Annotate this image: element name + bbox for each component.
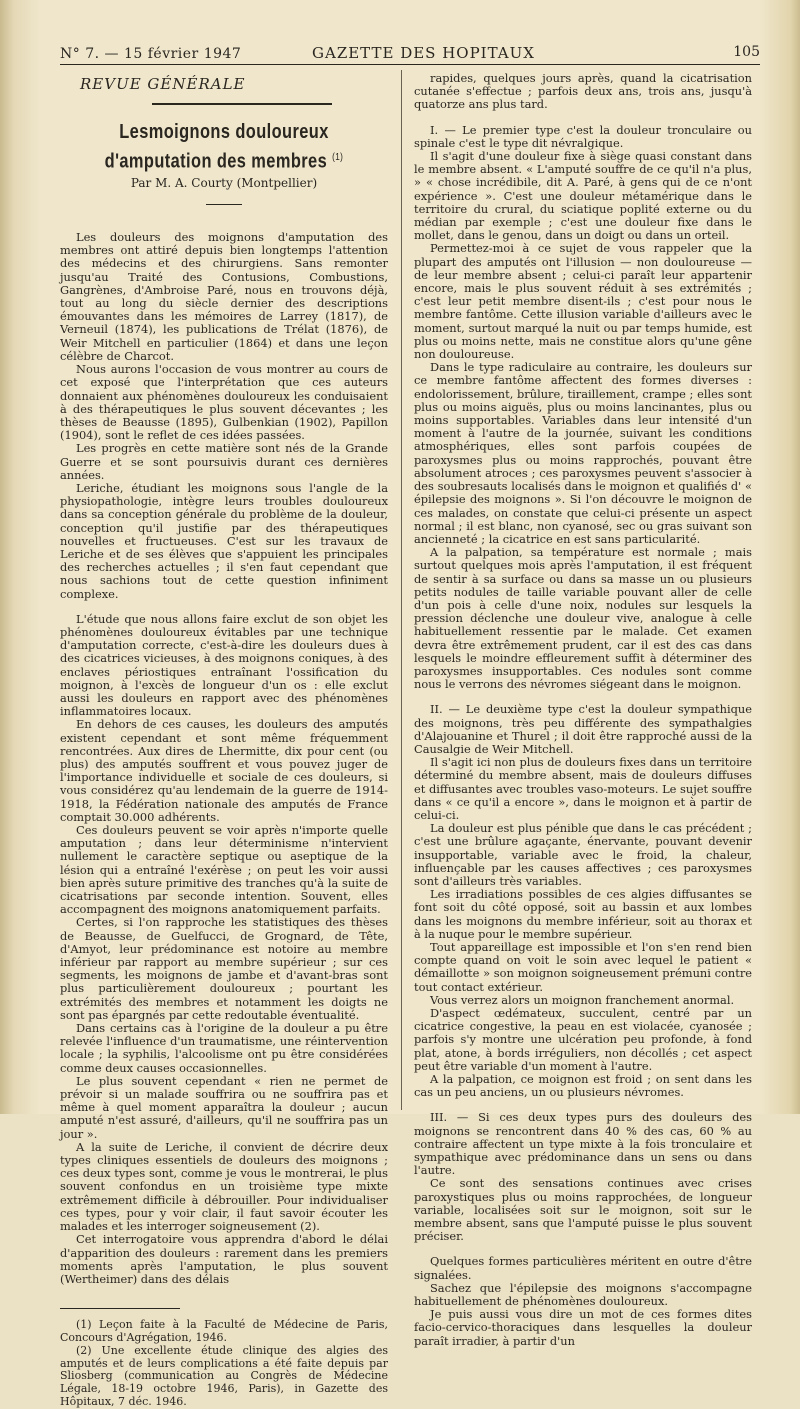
paragraph: A la palpation, sa température est normale ; mais surtout quelques mois après l'amputation, il est fréquent de sentir à sa surface ou dans sa masse un ou plusieurs petits nodules de taille variable pouvant aller de celle d'un pois à celle d'une noix, nodules sur lesquels la pression déclenche une douleur vive, analogue à celle habituellement ressentie par le malade. Cet examen devra être extrêmement prudent, car il est des cas dans lesquels le moindre effleurement suffit à déterminer des paroxysmes insupportables. Ces nodules sont comme nous le verrons des névromes siégeant dans le moignon. [414, 545, 752, 692]
paragraph: A la palpation, ce moignon est froid ; on sent dans les cas un peu anciens, un ou plusieurs névromes. [414, 1072, 752, 1100]
paragraph: La douleur est plus pénible que dans le cas précédent ; c'est une brûlure agaçante, énervante, pouvant devenir insupportable, variable avec le froid, la chaleur, influençable par les causes affectives ; ces paroxysmes sont d'ailleurs très variables. [414, 821, 752, 888]
paragraph: Permettez-moi à ce sujet de vous rappeler que la plupart des amputés ont l'illusion — non douloureuse — de leur membre absent ; celui-ci paraît leur appartenir encore, mais le plus souvent réduit à ses extrémités ; c'est leur petit membre disent-ils ; c'est pour nous le membre fantôme. Cette illusion variable d'ailleurs avec le moment, surtout marqué la nuit ou par temps humide, est plus ou moins nette, mais ne constitue alors qu'une gêne non douloureuse. [414, 241, 752, 362]
subsection-heading: I. — Le premier type c'est la douleur tronculaire ou spinale c'est le type dit névralgique. [414, 122, 752, 150]
paragraph: Vous verrez alors un moignon franchement anormal. [430, 992, 735, 1007]
paragraph: D'aspect œdémateux, succulent, centré par un cicatrice congestive, la peau en est violacée, cyanosée ; parfois s'y montre une ulcération peu profonde, à fond plat, atone, à bords irréguliers, non décollés ; cet aspect peut être variable d'un moment à l'autre. [414, 1006, 752, 1073]
paragraph: Je puis aussi vous dire un mot de ces formes dites facio-cervico-thoraciques dans lesquelles la douleur paraît irradier, à partir d'un [414, 1307, 752, 1348]
subsection-heading: III. — Si ces deux types purs des douleurs des moignons se rencontrent dans 40 % des cas, 60 % au contraire affectent un type mixte à la fois tronculaire et sympathique avec prédominance dans un sens ou dans l'autre. [414, 1110, 752, 1178]
paragraph: Les douleurs des moignons d'amputation des membres ont attiré depuis bien longtemps l'attention des médecins et des chirurgiens. Sans remonter jusqu'au Traité des Contusions, Combustions, Gangrènes, d'Ambroise Paré, nous en trouvons déjà, tout au long du siècle dernier des descriptions émouvantes dans les mémoires de Larrey (1817), de Verneuil (1874), les publications de Trélat (1876), de Weir Mitchell en particulier (1864) et dans une leçon célèbre de Charcot. [60, 230, 388, 363]
footnote: (2) Une excellente étude clinique des algies des amputés et de leurs complications a été faite depuis par Sliosberg (communication au Congrès de Médecine Légale, 18-19 octobre 1946, Paris), in Gazette des Hôpitaux, 7 déc. 1946. [60, 1343, 388, 1408]
footnotes [60, 1319, 388, 1409]
paragraph: Les progrès en cette matière sont nés de la Grande Guerre et se sont poursuivis durant ces dernières années. [60, 441, 388, 482]
paragraph: Leriche, étudiant les moignons sous l'angle de la physiopathologie, intègre leurs troubles douloureux dans sa conception générale du problème de la douleur, conception qu'il justifie par des thérapeutiques nouvelles et fructueuses. C'est sur les travaux de Leriche et de ses élèves que s'appuient les principales des recherches actuelles ; il s'en faut cependant que nous sachions tout de cette question infiniment complexe. [60, 480, 388, 601]
running-header [60, 42, 760, 66]
article-title-line-2 [90, 145, 359, 175]
paragraph: En dehors de ces causes, les douleurs des amputés existent cependant et sont même fréquemment rencontrées. Aux dires de Lhermitte, dix pour cent (ou plus) des amputés souffrent et vous pouvez juger de l'importance individuelle et sociale de ces douleurs, si vous considérez qu'au lendemain de la guerre de 1914-1918, la Fédération nationale des amputés de France comptait 30.000 adhérents. [60, 717, 388, 824]
page-number: 105 [733, 44, 760, 60]
article-title-line-2-text: d'amputation des membres [104, 150, 328, 173]
paragraph: Le plus souvent cependant « rien ne permet de prévoir si un malade souffrira ou ne souffrira pas et même à quel moment apparaîtra la douleur ; aucun amputé n'est assuré, d'ailleurs, qu'il ne souffrira pas un jour ». [60, 1073, 388, 1141]
issue-date: N° 7. — 15 février 1947 [60, 46, 242, 62]
left-column [60, 72, 388, 1409]
paragraph: Il s'agit ici non plus de douleurs fixes dans un territoire déterminé du membre absent, mais de douleurs diffuses et diffusantes avec troubles vaso-moteurs. Le sujet souffre dans « ce qu'il a encore », dans le moignon et à partir de celui-ci. [414, 755, 752, 822]
title-footnote-marker: (1) [332, 152, 344, 164]
paragraph: rapides, quelques jours après, quand la cicatrisation cutanée s'effectue ; parfois deux ans, trois ans, jusqu'à quatorze ans plus tard. [414, 71, 752, 112]
section-title: REVUE GÉNÉRALE [80, 75, 246, 93]
paragraph: A la suite de Leriche, il convient de décrire deux types cliniques essentiels de douleurs des moignons ; ces deux types sont, comme je vous le montrerai, le plus souvent confondus en un troisième type mixte extrêmement difficile à débrouiller. Pour individualiser ces types, pour y voir clair, il faut savoir écouter les malades et les interroger soigneusement (2). [60, 1139, 388, 1234]
paragraph: Ce sont des sensations continues avec crises paroxystiques plus ou moins rapprochées, de longueur variable, localisées soit sur le moignon, soit sur le membre absent, sans que l'amputé puisse le plus souvent préciser. [414, 1176, 752, 1244]
paragraph: Les irradiations possibles de ces algies diffusantes se font soit du côté opposé, soit au bassin et aux lombes dans les moignons du membre inférieur, soit au thorax et à la nuque pour le membre supérieur. [414, 887, 752, 941]
paragraph: Sachez que l'épilepsie des moignons s'accompagne habituellement de phénomènes douloureux. [414, 1280, 752, 1309]
paragraph: Nous aurons l'occasion de vous montrer au cours de cet exposé que l'interprétation que ces auteurs donnaient aux phénomènes douloureux les conduisaient à des thérapeutiques le plus souvent décevantes ; les thèses de Beausse (1895), Gulbenkian (1902), Papillon (1904), sont le reflet de ces idées passées. [60, 362, 388, 443]
header-rule [60, 64, 760, 65]
paragraph: Ces douleurs peuvent se voir après n'importe quelle amputation ; dans leur déterminisme n'intervient nullement le caractère septique ou aseptique de la lésion qui a entraîné l'exérèse ; on peut les voir aussi bien après suture primitive des tranches qu'à la suite de cicatrisations par seconde intention. Souvent, elles accompagnent des moignons anatomiquement parfaits. [60, 823, 388, 917]
paragraph: Il s'agit d'une douleur fixe à siège quasi constant dans le membre absent. « L'amputé souffre de ce qu'il n'a plus, » « chose incrédibile, dit A. Paré, à gens qui de ce n'ont expérience ». C'est une douleur métamérique dans le territoire du crural, du sciatique poplité externe ou du médian par exemple ; c'est une douleur fixe dans le mollet, dans le genou, dans un doigt ou dans un orteil. [414, 149, 752, 243]
right-column [414, 72, 752, 1348]
subsection-heading: II. — Le deuxième type c'est la douleur sympathique des moignons, très peu différente des sympathalgies d'Alajouanine et Thurel ; il doit être rapproché aussi de la Causalgie de Weir Mitchell. [414, 702, 752, 756]
paragraph: Tout appareillage est impossible et l'on s'en rend bien compte quand on voit le soin avec lequel le patient « démaillotte » son moignon soigneusement prémuni contre tout contact extérieur. [414, 940, 752, 994]
journal-name: GAZETTE DES HOPITAUX [312, 44, 535, 62]
column-divider [401, 70, 402, 1110]
footnote-rule [60, 1308, 180, 1309]
paragraph: Cet interrogatoire vous apprendra d'abord le délai d'apparition des douleurs : rarement dans les premiers moments après l'amputation, le plus souvent (Wertheimer) dans des délais [60, 1232, 388, 1286]
paragraph: L'étude que nous allons faire exclut de son objet les phénomènes douloureux évitables par une technique d'amputation correcte, c'est-à-dire les douleurs dues à des cicatrices vicieuses, à des moignons coniques, à des enclaves périostiques entraînant l'ossification du moignon, à l'excès de longueur d'un os : elle exclut aussi les douleurs en rapport avec des phénomènes inflammatoires locaux. [60, 611, 388, 719]
section-rule [152, 103, 332, 105]
paragraph: Quelques formes particulières méritent en outre d'être signalées. [414, 1254, 752, 1282]
article-title-line-1: Lesmoignons douloureux [119, 121, 329, 144]
paragraph: Certes, si l'on rapproche les statistiques des thèses de Beausse, de Guelfucci, de Grognard, de Tête, d'Amyot, leur prédominance est notoire au membre inférieur par rapport au membre supérieur ; sur ces segments, les moignons de jambe et d'avant-bras sont plus particulièrement douloureux ; pourtant les extrémités des membres et notamment les doigts ne sont pas épargnés par cette redoutable éventualité. [60, 915, 388, 1022]
paragraph: Dans le type radiculaire au contraire, les douleurs sur ce membre fantôme affectent des formes diverses : endolorissement, brûlure, tiraillement, crampe ; elles sont plus ou moins aiguës, plus ou moins lancinantes, plus ou moins supportables. Variables dans leur intensité d'un moment à l'autre de la journée, suivant les conditions atmosphériques, elles sont parfois coupées de paroxysmes plus ou moins rapprochés, pouvant être absolument atroces ; ces paroxysmes peuvent s'associer à des soubresauts localisés dans le moignon et qualifiés d' « épilepsie des moignons ». Si l'on découvre le moignon de ces malades, on constate que celui-ci présente un aspect normal ; il est blanc, non cyanosé, sec ou gras suivant son ancienneté ; la cicatrice en est sans particularité. [414, 360, 752, 546]
footnote: (1) Leçon faite à la Faculté de Médecine de Paris, Concours d'Agrégation, 1946. [60, 1318, 388, 1344]
article-title [90, 119, 359, 175]
byline: Par M. A. Courty (Montpellier) [130, 175, 318, 190]
byline-rule [206, 204, 242, 205]
paragraph: Dans certains cas à l'origine de la douleur a pu être relevée l'influence d'un traumatisme, une réintervention locale ; la syphilis, l'alcoolisme ont pu être considérées comme deux causes occasionnelles. [60, 1021, 388, 1075]
